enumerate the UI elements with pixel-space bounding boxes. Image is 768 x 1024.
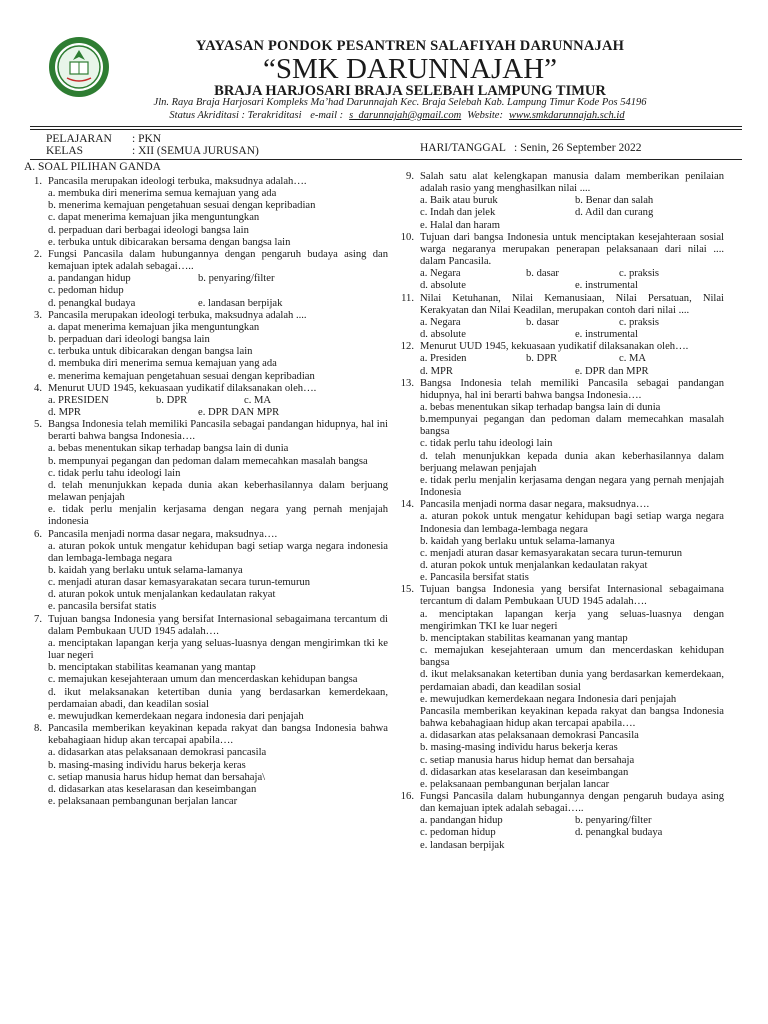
question-stem [24,529,388,541]
answer-option: e. tidak perlu menjalin kerjasama dengan negara yang pernah menjajah indonesia [48,504,388,528]
accreditation-status: Status Akriditasi : Terakriditasi [169,110,302,121]
question-stem [396,171,724,195]
question-text: Tujuan bangsa Indonesia yang bersifat Internasional sebagaimana tercantum di dalam Pembukaan UUD 1945 adalah…. [48,613,388,637]
question-number: 8. [34,723,42,735]
date-label: HARI/TANGGAL [420,142,506,154]
question-item [24,383,388,419]
meta-divider [30,159,742,160]
answer-option: d. aturan pokok untuk menjalankan kedaulatan rakyat [48,589,276,601]
question-stem [24,614,388,638]
answer-option: e. instrumental [574,329,638,341]
question-text: Tujuan dari bangsa Indonesia untuk menciptakan kesejahteraan sosial warga negaranya merupakan penerapan pelaksanaan dari nilai .... dalam Pancasila. [420,231,724,268]
answer-option: e. terbuka untuk dibicarakan bersama dengan bangsa lain [48,236,291,248]
answer-option: b. Benar dan salah [574,195,654,207]
answer-option: e. DPR dan MPR [574,365,649,377]
answer-option: a. Negara [420,316,461,328]
question-stem [24,249,388,273]
question-item [396,232,724,293]
answer-option: a. bebas menentukan sikap terhadap bangsa lain di dunia [420,401,661,413]
question-number: 15. [400,584,414,596]
subject-value: : PKN [132,133,162,145]
date-value: : Senin, 26 September 2022 [514,142,642,154]
question-number: 5. [34,419,42,431]
answer-option: d. absolute [420,280,466,292]
answer-option: b. dasar [526,316,559,328]
answer-option: c. MA [619,353,647,365]
answer-option-row [24,273,388,285]
question-item [24,249,388,310]
school-name: “SMK DARUNNAJAH” [262,53,558,85]
answer-option: c. menjadi aturan dasar kemasyarakatan secara turun-temurun [48,577,311,589]
answer-option: e. instrumental [574,280,638,292]
question-item [24,529,388,614]
answer-option: b. masing-masing individu harus bekerja keras [420,742,618,754]
answer-option: c. dapat menerima kemajuan jika menguntungkan [48,212,260,224]
answer-option-row [24,298,388,310]
question-text: Nilai Ketuhanan, Nilai Kemanusiaan, Nilai Persatuan, Nilai Kerakyatan dan Nilai Keadilan, merupakan contoh dari nilai .... [420,292,724,316]
answer-option: d. penangkal budaya [48,297,136,309]
answer-option: a. didasarkan atas pelaksanaan demokrasi Pancasila [420,730,639,742]
question-item [396,378,724,500]
answer-option-row [396,353,724,365]
answer-option-row [396,815,724,827]
question-item [396,293,724,342]
answer-option: d. ikut melaksanakan ketertiban dunia yang berdasarkan kemerdekaan, perdamaian abadi, dan keadilan sosial [420,669,724,693]
answer-option: e. mewujudkan kemerdekaan negara indonesia dari penjajah [48,710,304,722]
answer-option: a. Negara [420,268,461,280]
school-address: Jln. Raya Braja Harjosari Kompleks Ma’had Darunnajah Kec. Braja Selebah Kab. Lampung Timur Kode Pos 54196 [153,97,647,108]
answer-option: c. pedoman hidup [48,285,124,297]
right-question-column [396,171,724,852]
question-text: Tujuan bangsa Indonesia yang bersifat Internasional sebagaimana tercantum di dalam Pembukaan UUD 1945 adalah…. [420,584,724,608]
answer-option: b. menerima kemajuan pengetahuan sesuai dengan kepribadian [48,200,316,212]
school-location: BRAJA HARJOSARI BRAJA SELEBAH LAMPUNG TIMUR [214,83,606,99]
question-number: 13. [400,377,414,389]
answer-option: d. telah menunjukkan kepada dunia akan keberhasilannya dalam berjuang melawan penjajah [48,479,388,504]
answer-option: a. aturan pokok untuk mengatur kehidupan bagi setiap warga negara Indonesia dan lembaga-lembaga negara [420,511,724,535]
question-stem [396,293,724,317]
answer-option: a. didasarkan atas pelaksanaan demokrasi pancasila [48,747,267,759]
website-link[interactable]: www.smkdarunnajah.sch.id [508,110,625,121]
answer-option: d. telah menunjukkan kepada dunia akan keberhasilannya dalam berjuang melawan penjajah [420,450,724,474]
answer-option-row [396,195,724,207]
question-text: Pancasila menjadi norma dasar negara, maksudnya…. [48,528,278,540]
answer-option: e. landasan berpijak [420,839,505,851]
question-item [396,341,724,377]
subject-label: PELAJARAN [46,133,112,145]
answer-option: c. praksis [619,268,660,280]
question-text: Fungsi Pancasila dalam hubungannya dengan pengaruh budaya asing dan kemajuan iptek adalah sebagai….. [48,248,388,273]
question-text: Menurut UUD 1945, kekuasaan yudikatif dilaksanakan oleh…. [420,341,689,353]
question-item [24,176,388,249]
answer-option: b. kaidah yang berlaku untuk selama-lamanya [420,535,615,547]
answer-option: c. memajukan kesejahteraan umum dan mencerdaskan kehidupan bangsa [420,645,724,669]
question-number: 16. [400,790,414,802]
answer-option: a. menciptakan lapangan kerja yang seluas-luasnya dengan mengirimkan TKI ke luar negeri [420,608,724,632]
answer-option: d. aturan pokok untuk menjalankan kedaulatan rakyat [420,560,648,571]
question-text: Bangsa Indonesia telah memiliki Pancasila sebagai pandangan hidupnya, hal ini berarti bahwa bangsa Indonesia…. [420,377,724,401]
answer-option-row [24,395,388,407]
answer-option: b. dasar [526,268,559,280]
question-text: Bangsa Indonesia telah memiliki Pancasila sebagai pandangan hidupnya, hal ini berarti bahwa bangsa Indonesia…. [48,419,388,443]
email-link[interactable]: s_darunnajah@gmail.com [349,110,462,121]
question-text: Pancasila menjadi norma dasar negara, maksudnya…. [420,499,650,511]
answer-option: d. penangkal budaya [574,827,663,839]
question-item [396,584,724,791]
question-stem [396,499,724,511]
answer-option-row [24,407,388,419]
question-item [396,791,724,852]
answer-option: c. pedoman hidup [420,827,496,839]
answer-option: d. perpaduan dari berbagai ideologi bangsa lain [48,224,249,236]
answer-option-row [396,220,724,232]
question-stem [396,791,724,815]
answer-option-row [396,317,724,329]
question-text: Fungsi Pancasila dalam hubungannya dengan pengaruh budaya asing dan kemajuan iptek adalah sebagai….. [420,790,724,815]
answer-option: e. Pancasila bersifat statis [420,572,529,584]
question-stem [24,723,388,747]
question-stem [24,310,388,322]
question-text: Pancasila merupakan ideologi terbuka, maksudnya adalah .... [48,309,307,321]
question-item [396,171,724,232]
answer-option-row [396,840,724,852]
question-stem [396,341,724,353]
question-stem [396,584,724,608]
answer-option: c. tidak perlu tahu ideologi lain [420,438,553,450]
answer-option-row [24,285,388,297]
answer-option: e. menerima kemajuan pengetahuan sesuai dengan kepribadian [48,370,315,382]
answer-option: e. Halal dan haram [420,219,501,231]
answer-option: c. memajukan kesejahteraan umum dan mencerdaskan kehidupan bangsa [48,674,358,686]
answer-option-row [396,268,724,280]
answer-option: c. Indah dan jelek [420,207,496,219]
answer-option: a. aturan pokok untuk mengatur kehidupan bagi setiap warga negara indonesia dan lembaga-lembaga negara [48,540,388,564]
answer-option: e. pelaksanaan pembangunan berjalan lancar [48,795,238,807]
question-number: 2. [34,248,42,260]
answer-option: d. didasarkan atas keselarasan dan keseimbangan [420,766,629,778]
foundation-name: YAYASAN PONDOK PESANTREN SALAFIYAH DARUNNAJAH [195,38,625,54]
answer-option: b. kaidah yang berlaku untuk selama-lamanya [48,565,243,576]
answer-option: b. masing-masing individu harus bekerja keras [48,759,246,771]
answer-option: c. terbuka untuk dibicarakan dengan bangsa lain [48,346,253,358]
answer-option: a. bebas menentukan sikap terhadap bangsa lain di dunia [48,443,289,455]
answer-option: b. DPR [156,394,188,406]
email-label: e-mail : [310,110,344,121]
answer-option: a. dapat menerima kemajuan jika menguntungkan [48,321,260,333]
question-number: 4. [34,382,42,394]
question-item [24,723,388,808]
answer-option: b. penyaring/filter [198,273,275,285]
answer-option: c. setiap manusia harus hidup hemat dan bersahaja [420,754,635,766]
question-text: Pancasila memberikan keyakinan kepada rakyat dan bangsa Indonesia bahwa kebahagiaan hidup akan tercapai apabila…. [48,723,388,747]
answer-option: b. perpaduan dari ideologi bangsa lain [48,334,210,346]
answer-option: c. praksis [619,316,660,328]
answer-option: a. pandangan hidup [420,815,503,827]
answer-option: a. pandangan hidup [48,273,131,285]
question-text: Salah satu alat kelengkapan manusia dalam memberikan penilaian adalah rasio yang menghasilkan nilai .... [420,171,724,195]
question-number: 10. [400,231,414,243]
question-item [24,614,388,723]
left-question-column [24,176,388,808]
answer-option: a. Baik atau buruk [420,195,498,207]
answer-option: e. tidak perlu menjalin kerjasama dengan negara yang pernah menjajah Indonesia [420,474,724,499]
answer-option: d. absolute [420,329,466,341]
answer-option: b. DPR [526,353,558,365]
answer-option: d. membuka diri menerima semua kemajuan yang ada [48,358,277,370]
answer-option: c. menjadi aturan dasar kemasyarakatan secara turun-temurun [420,547,683,559]
answer-option-row [396,366,724,378]
section-title: A. SOAL PILIHAN GANDA [24,161,161,173]
question-number: 7. [34,613,42,625]
answer-option: d. didasarkan atas keselarasan dan keseimbangan [48,783,257,795]
header-divider [30,126,742,127]
question-text: Menurut UUD 1945, kekuasaan yudikatif dilaksanakan oleh…. [48,382,317,394]
class-label: KELAS [46,145,84,157]
website-label: Website: [467,110,503,121]
question-number: 12. [400,341,414,353]
answer-option: b. menciptakan stabilitas keamanan yang mantap [48,662,256,674]
question-number: 11. [401,292,414,304]
answer-option: a. Presiden [420,353,467,365]
answer-option: e. DPR DAN MPR [198,406,280,418]
accreditation-line [80,110,720,121]
answer-option: e. landasan berpijak [198,297,283,309]
question-number: 14. [400,499,414,511]
answer-option: d. MPR [420,365,453,377]
question-text: Pancasila merupakan ideologi terbuka, maksudnya adalah…. [48,176,307,187]
answer-option: c. MA [244,394,272,406]
answer-option: a. PRESIDEN [48,394,109,406]
answer-option: e. pelaksanaan pembangunan berjalan lancar [420,778,610,790]
answer-option: c. setiap manusia harus hidup hemat dan bersahaja\ [48,771,266,783]
answer-option: b.mempunyai pegangan dan pedoman dalam memecahkan masalah bangsa [420,414,724,438]
answer-option-row [396,280,724,292]
answer-option: Pancasila memberikan keyakinan kepada rakyat dan bangsa Indonesia bahwa kebahagiaan hidup akan tercapai apabila…. [420,705,724,730]
answer-option: d. Adil dan curang [574,207,654,219]
answer-option: a. membuka diri menerima semua kemajuan yang ada [48,188,277,200]
question-number: 9. [406,171,414,182]
question-stem [24,176,388,188]
header-divider-thin [30,129,742,130]
question-stem [396,378,724,402]
answer-option-row [396,207,724,219]
answer-option-row [396,827,724,839]
answer-option: d. MPR [48,406,81,418]
answer-option: e. pancasila bersifat statis [48,601,157,613]
question-number: 6. [34,528,42,540]
question-stem [24,419,388,443]
question-item [24,310,388,383]
question-stem [396,232,724,268]
question-number: 3. [34,309,42,321]
answer-option-row [396,329,724,341]
question-item [24,419,388,528]
answer-option: c. tidak perlu tahu ideologi lain [48,467,181,479]
answer-option: d. ikut melaksanakan ketertiban dunia yang berdasarkan kemerdekaan, perdamaian abadi, dan keadilan sosial [48,686,388,710]
question-stem [24,383,388,395]
class-value: : XII (SEMUA JURUSAN) [132,145,259,157]
answer-option: b. menciptakan stabilitas keamanan yang mantap [420,632,628,644]
question-item [396,499,724,584]
answer-option: b. mempunyai pegangan dan pedoman dalam memecahkan masalah bangsa [48,455,368,467]
answer-option: a. menciptakan lapangan kerja yang seluas-luasnya dengan mengirimkan tki ke luar negeri [48,637,388,662]
answer-option: b. penyaring/filter [574,815,652,827]
school-emblem-icon [48,36,110,98]
question-number: 1. [34,176,42,187]
answer-option: e. mewujudkan kemerdekaan negara Indonesia dari penjajah [420,693,677,705]
